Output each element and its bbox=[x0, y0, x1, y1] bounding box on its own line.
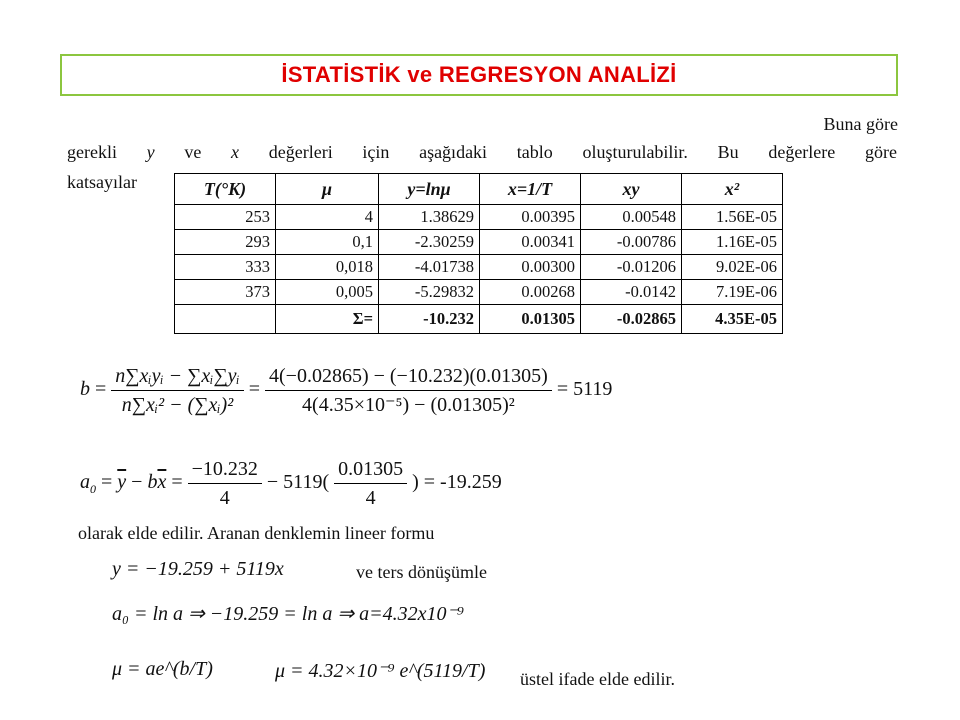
table-cell: 0.00268 bbox=[480, 280, 581, 305]
table-cell: 0.01305 bbox=[480, 305, 581, 334]
table-row bbox=[175, 230, 783, 255]
table-cell: 333 bbox=[175, 255, 276, 280]
b-equation: b = $\frac{\text{n∑xᵢyᵢ − ∑xᵢ∑yᵢ}}{\text{n∑xᵢ² − (∑xᵢ)²}}$ = $\frac{4(-0.02865) - (-10.232)(0.01305)}{\text{4(4.35×10⁻⁵) − (0.01305)²}}$ = 5119 bbox=[80, 362, 612, 419]
table-cell: 4.35E-05 bbox=[682, 305, 783, 334]
header-cell: T(°K) bbox=[175, 174, 276, 205]
table-cell: 293 bbox=[175, 230, 276, 255]
intro-word: aşağıdaki bbox=[419, 142, 488, 162]
table-cell: 0.00395 bbox=[480, 205, 581, 230]
table-cell: -5.29832 bbox=[379, 280, 480, 305]
a0-equation: $a_0 = \overline{y} - b\overline{x}$ = $\frac{-10.232}{4}$ − 5119( $\frac{0.01305}{4}$ ) = -19.259 bbox=[80, 455, 502, 512]
a0-numerator-1: −10.232 bbox=[188, 455, 262, 484]
title-banner bbox=[60, 54, 898, 96]
table-cell: -0.0142 bbox=[581, 280, 682, 305]
intro-word: x bbox=[231, 142, 240, 162]
b-values-fraction bbox=[265, 362, 552, 419]
table-cell: 0,1 bbox=[276, 230, 379, 255]
a-equation: a₀ = ln a ⇒ −19.259 = ln a ⇒ a=4.32x10⁻⁹ bbox=[112, 603, 464, 625]
b-formula-denominator: n∑xᵢ² − (∑xᵢ)² bbox=[121, 394, 234, 416]
text-final: üstel ifade elde edilir. bbox=[520, 669, 675, 689]
b-values-denominator: 4(4.35×10⁻⁵) − (0.01305)² bbox=[302, 394, 515, 416]
table-row bbox=[175, 280, 783, 305]
a0-denominator-2: 4 bbox=[365, 487, 376, 509]
table-cell: 373 bbox=[175, 280, 276, 305]
table-cell: 0.00300 bbox=[480, 255, 581, 280]
a0-denominator-1: 4 bbox=[219, 487, 230, 509]
table-cell: 0,005 bbox=[276, 280, 379, 305]
table-header-row bbox=[175, 174, 783, 205]
intro-word: ve bbox=[184, 142, 202, 162]
table-cell: -0.00786 bbox=[581, 230, 682, 255]
b-formula-fraction bbox=[111, 362, 243, 419]
header-cell: μ bbox=[276, 174, 379, 205]
b-values-numerator: 4(−0.02865) − (−10.232)(0.01305) bbox=[265, 362, 552, 391]
text-inverse: ve ters dönüşümle bbox=[356, 562, 487, 582]
header-cell: x² bbox=[682, 174, 783, 205]
linear-equation: y = −19.259 + 5119x bbox=[112, 558, 284, 580]
table-cell: -0.01206 bbox=[581, 255, 682, 280]
table-cell: 0.00548 bbox=[581, 205, 682, 230]
intro-word: göre bbox=[864, 142, 897, 162]
a0-numerator-2: 0.01305 bbox=[334, 455, 407, 484]
intro-line-2 bbox=[67, 141, 897, 163]
mu-equation-1: μ = ae^(b/T) bbox=[112, 658, 213, 680]
intro-line-1: Buna göre bbox=[823, 114, 898, 134]
intro-word: oluşturulabilir. bbox=[582, 142, 688, 162]
header-cell: y=lnμ bbox=[379, 174, 480, 205]
header-cell: x=1/T bbox=[480, 174, 581, 205]
a0-fraction-1 bbox=[188, 455, 262, 512]
intro-word: tablo bbox=[516, 142, 553, 162]
table-cell: 7.19E-06 bbox=[682, 280, 783, 305]
table-cell: 1.16E-05 bbox=[682, 230, 783, 255]
intro-word: Bu bbox=[717, 142, 739, 162]
intro-word: için bbox=[362, 142, 390, 162]
b-formula-numerator: n∑xᵢyᵢ − ∑xᵢ∑yᵢ bbox=[111, 362, 243, 391]
table-cell: -10.232 bbox=[379, 305, 480, 334]
a0-fraction-2 bbox=[334, 455, 407, 512]
table-cell: 1.38629 bbox=[379, 205, 480, 230]
b-result: = 5119 bbox=[556, 378, 613, 401]
text-linear-form: olarak elde edilir. Aranan denklemin lineer formu bbox=[78, 523, 435, 543]
table-cell: 253 bbox=[175, 205, 276, 230]
intro-word: y bbox=[146, 142, 155, 162]
intro-word: değerlere bbox=[768, 142, 836, 162]
table-cell: 9.02E-06 bbox=[682, 255, 783, 280]
table-row bbox=[175, 205, 783, 230]
table-row bbox=[175, 255, 783, 280]
table-cell: 0,018 bbox=[276, 255, 379, 280]
a0-result: = -19.259 bbox=[423, 471, 502, 494]
intro-word: değerleri bbox=[268, 142, 333, 162]
sum-label: Σ= bbox=[276, 305, 379, 334]
table-cell: -4.01738 bbox=[379, 255, 480, 280]
intro-word: gerekli bbox=[67, 142, 117, 162]
table-sum-row bbox=[175, 305, 783, 334]
table-cell: -0.02865 bbox=[581, 305, 682, 334]
data-table bbox=[174, 173, 783, 334]
intro-line-3: katsayılar bbox=[67, 172, 137, 192]
table-cell bbox=[175, 305, 276, 334]
table-cell: 0.00341 bbox=[480, 230, 581, 255]
table-cell: 4 bbox=[276, 205, 379, 230]
table-cell: 1.56E-05 bbox=[682, 205, 783, 230]
header-cell: xy bbox=[581, 174, 682, 205]
table-cell: -2.30259 bbox=[379, 230, 480, 255]
mu-equation-2: μ = 4.32×10⁻⁹ e^(5119/T) bbox=[275, 660, 486, 682]
page-title: İSTATİSTİK ve REGRESYON ANALİZİ bbox=[281, 62, 677, 87]
